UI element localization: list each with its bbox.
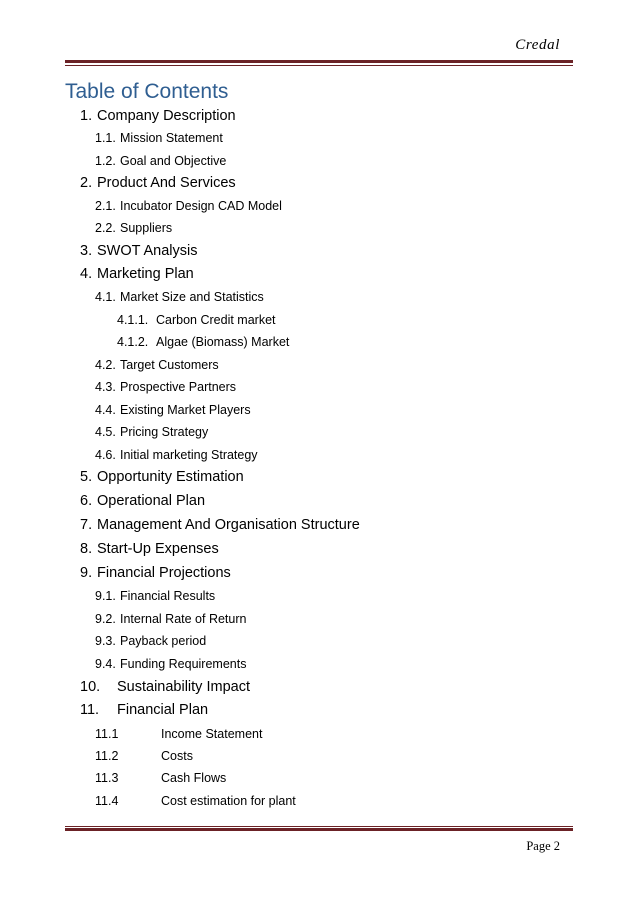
toc-entry-title: Suppliers [120,221,173,235]
toc-entry-title: Opportunity Estimation [97,469,244,485]
toc-entry-title: Prospective Partners [120,380,237,394]
toc-entry-number: 4.6. [95,448,116,462]
toc-entry-title: Financial Projections [97,565,231,581]
toc-entry-number: 7. [80,517,93,533]
toc-entry-number: 1.2. [95,154,116,168]
toc-entry-number: 6. [80,493,93,509]
toc-entry-title: Pricing Strategy [120,425,209,439]
toc-entry-title: Funding Requirements [120,657,247,671]
toc-entry-number: 1.1. [95,131,116,145]
toc-entry-title: Financial Plan [117,702,209,718]
toc-entry-title: Product And Services [97,175,236,191]
toc-entry-number: 10. [80,679,101,695]
toc-entry-number: 4. [80,266,93,282]
header-rule [65,60,573,63]
toc-entry-number: 4.4. [95,403,116,417]
toc-entry-number: 1. [80,108,93,124]
toc-entry-number: 2. [80,175,93,191]
page-number: Page 2 [526,839,560,853]
toc-entry-title: Sustainability Impact [117,679,250,695]
toc-entry-number: 2.1. [95,199,116,213]
toc-entry-number: 11. [80,702,100,718]
toc-entry-number: 11.3 [95,771,119,785]
toc-heading: Table of Contents [65,80,229,103]
toc-entry-title: Cost estimation for plant [161,794,296,808]
toc-entry-number: 4.1. [95,290,116,304]
footer-rule-thin [65,826,573,827]
toc-entry-title: Existing Market Players [120,403,251,417]
toc-entry-number: 3. [80,243,93,259]
toc-entry-title: Start-Up Expenses [97,541,219,557]
toc-entry-number: 4.2. [95,358,116,372]
toc-entry-number: 9.3. [95,634,116,648]
toc-entry-title: Target Customers [120,358,219,372]
toc-entry-number: 5. [80,469,93,485]
header-title: Credal [515,37,560,53]
toc-entry-number: 9.1. [95,589,116,603]
toc-entry-title: Internal Rate of Return [120,612,247,626]
toc-entry-title: Financial Results [120,589,216,603]
toc-entry-number: 4.1.2. [117,335,149,349]
toc-entry-number: 9.4. [95,657,116,671]
toc-entry-number: 11.4 [95,794,119,808]
toc-entry-title: Initial marketing Strategy [120,448,258,462]
toc-entry-title: SWOT Analysis [97,243,198,259]
toc-entry-title: Mission Statement [120,131,223,145]
toc-entry-number: 9.2. [95,612,116,626]
toc-entry-title: Incubator Design CAD Model [120,199,282,213]
toc-entry-number: 9. [80,565,93,581]
toc-entry-title: Payback period [120,634,207,648]
toc-entry-number: 11.2 [95,749,119,763]
toc-entry-number: 4.5. [95,425,116,439]
toc-entry-title: Management And Organisation Structure [97,517,360,533]
toc-entry-title: Algae (Biomass) Market [156,335,290,349]
toc-entry-title: Costs [161,749,193,763]
toc-entry-title: Operational Plan [97,493,206,509]
toc-entry-title: Market Size and Statistics [120,290,264,304]
toc-entry-number: 11.1 [95,727,119,741]
footer-rule [65,828,573,831]
toc-entry-title: Company Description [97,108,236,124]
toc-entry-title: Marketing Plan [97,266,194,282]
toc-entry-number: 8. [80,541,93,557]
header-rule-thin [65,65,573,66]
toc-entry-number: 2.2. [95,221,116,235]
toc-entry-title: Income Statement [161,727,263,741]
toc-entry-title: Goal and Objective [120,154,227,168]
toc-entry-title: Carbon Credit market [156,313,276,327]
toc-entry-number: 4.3. [95,380,116,394]
toc-entry-number: 4.1.1. [117,313,149,327]
toc-entry-title: Cash Flows [161,771,227,785]
